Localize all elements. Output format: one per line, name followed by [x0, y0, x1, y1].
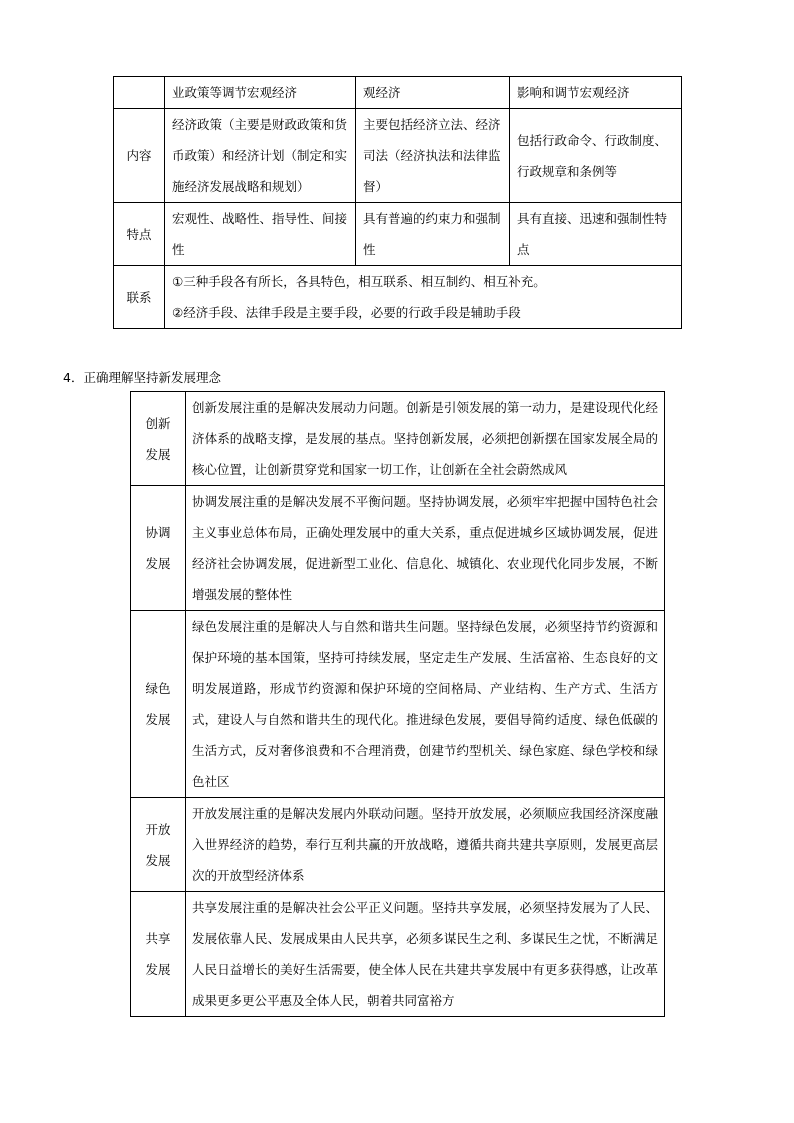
table-cell: 绿色发展注重的是解决人与自然和谐共生问题。坚持绿色发展，必须坚持节约资源和保护环境的基本国策，坚持可持续发展，坚定走生产发展、生活富裕、生态良好的文明发展道路，形成节约资源和保护环境的空间格局、产业结构、生产方式、生活方式，建设人与自然和谐共生的现代化。推进绿色发展，要倡导简约适度、绿色低碳的生活方式，反对奢侈浪费和不合理消费，创建节约型机关、绿色家庭、绿色学校和绿色社区	[186, 611, 665, 798]
table-row	[131, 392, 665, 486]
table-cell	[165, 266, 682, 329]
row-label: 特点	[114, 203, 165, 266]
table-cell: 开放发展注重的是解决发展内外联动问题。坚持开放发展，必须顺应我国经济深度融入世界经济的趋势，奉行互利共赢的开放战略，遵循共商共建共享原则，发展更高层次的开放型经济体系	[186, 798, 665, 892]
table-cell: 协调发展注重的是解决发展不平衡问题。坚持协调发展，必须牢牢把握中国特色社会主义事业总体布局，正确处理发展中的重大关系，重点促进城乡区域协调发展，促进经济社会协调发展，促进新型工业化、信息化、城镇化、农业现代化同步发展，不断增强发展的整体性	[186, 486, 665, 611]
table-cell: 共享发展注重的是解决社会公平正义问题。坚持共享发展，必须坚持发展为了人民、发展依靠人民、发展成果由人民共享，必须多谋民生之利、多谋民生之忧，不断满足人民日益增长的美好生活需要，使全体人民在共建共享发展中有更多获得感，让改革成果更多更公平惠及全体人民，朝着共同富裕方	[186, 892, 665, 1017]
table-row	[131, 611, 665, 798]
row-label: 绿色 发展	[131, 611, 186, 798]
new-development-concept-table	[130, 391, 665, 1017]
row-label: 开放 发展	[131, 798, 186, 892]
means-comparison-table	[113, 76, 682, 329]
table-row	[114, 109, 682, 203]
relation-line: ①三种手段各有所长，各具特色，相互联系、相互制约、相互补充。	[172, 274, 546, 289]
table-cell: 创新发展注重的是解决发展动力问题。创新是引领发展的第一动力，是建设现代化经济体系的战略支撑，是发展的基点。坚持创新发展，必须把创新摆在国家发展全局的核心位置，让创新贯穿党和国家一切工作，让创新在全社会蔚然成风	[186, 392, 665, 486]
table-cell: 主要包括经济立法、经济司法（经济执法和法律监督）	[356, 109, 510, 203]
section-title: 4．正确理解坚持新发展理念	[63, 370, 221, 385]
row-label: 联系	[114, 266, 165, 329]
table-cell: 经济政策（主要是财政政策和货币政策）和经济计划（制定和实施经济发展战略和规划）	[165, 109, 356, 203]
table-header-row	[114, 77, 682, 109]
header-cell: 业政策等调节宏观经济	[165, 77, 356, 109]
table-row	[131, 798, 665, 892]
table-cell: 具有普遍的约束力和强制性	[356, 203, 510, 266]
row-label: 内容	[114, 109, 165, 203]
header-cell: 观经济	[356, 77, 510, 109]
table-row	[114, 266, 682, 329]
row-label: 共享 发展	[131, 892, 186, 1017]
table-cell: 具有直接、迅速和强制性特点	[510, 203, 682, 266]
table-cell: 宏观性、战略性、指导性、间接性	[165, 203, 356, 266]
table-row	[114, 203, 682, 266]
relation-line: ②经济手段、法律手段是主要手段，必要的行政手段是辅助手段	[172, 305, 521, 320]
row-label: 创新 发展	[131, 392, 186, 486]
table-row	[131, 892, 665, 1017]
table-row	[131, 486, 665, 611]
header-cell: 影响和调节宏观经济	[510, 77, 682, 109]
row-label: 协调 发展	[131, 486, 186, 611]
header-cell	[114, 77, 165, 109]
table-cell: 包括行政命令、行政制度、行政规章和条例等	[510, 109, 682, 203]
